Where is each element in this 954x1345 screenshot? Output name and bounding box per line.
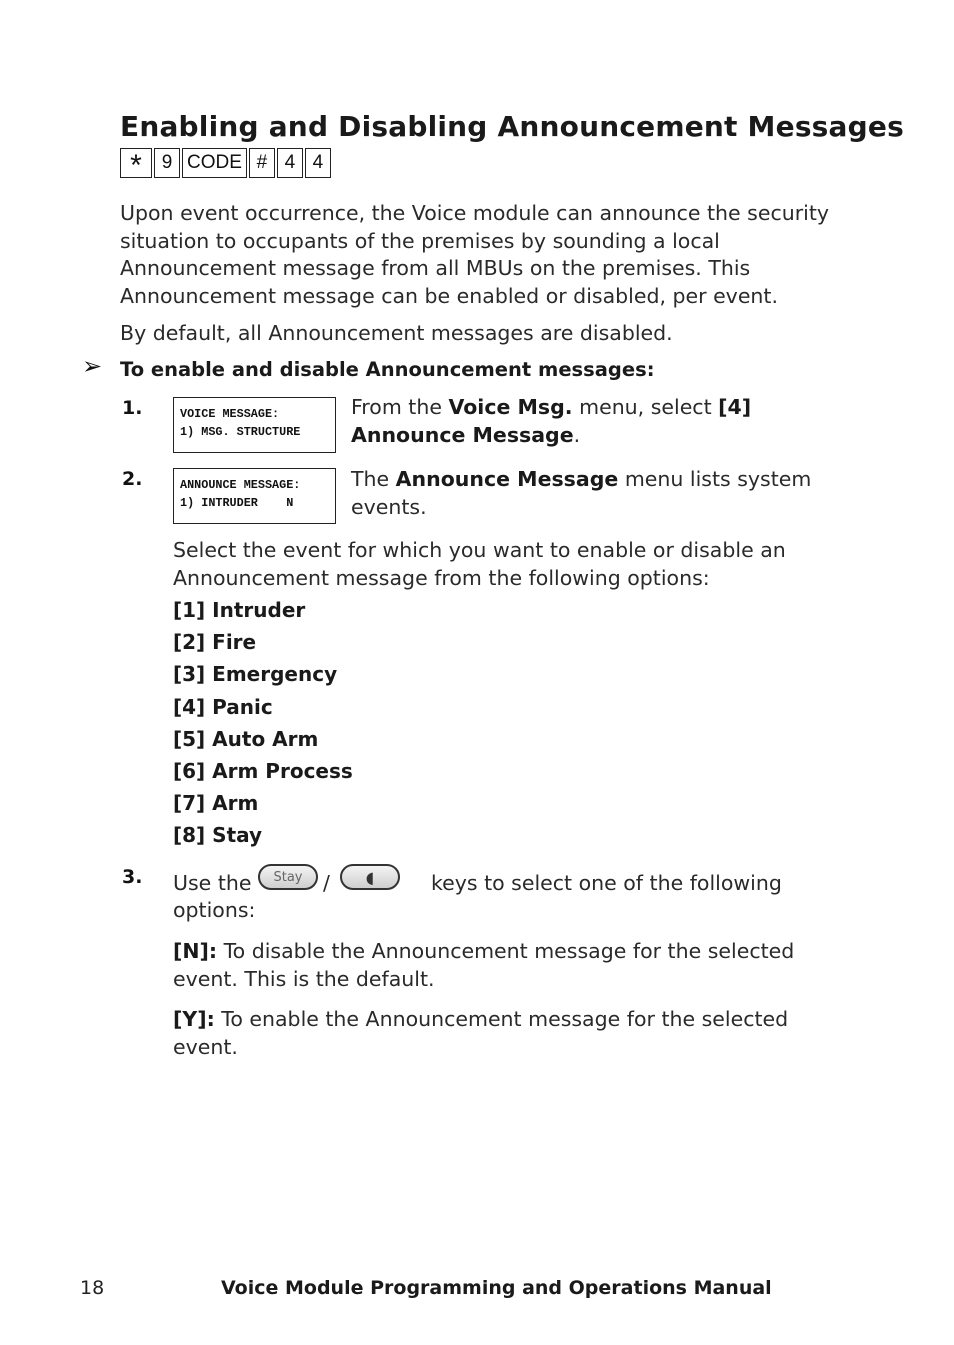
- stay-key-icon: Stay: [258, 864, 318, 890]
- option-intruder: [1] Intruder: [173, 598, 306, 622]
- step-1-number: 1.: [122, 397, 143, 419]
- step-2-select-text: Select the event for which you want to enable or disable an Announcement message from the following options:: [173, 538, 786, 590]
- page-number: 18: [80, 1277, 105, 1299]
- lcd-line-1: VOICE MESSAGE:: [180, 407, 280, 421]
- option-arm-process: [6] Arm Process: [173, 758, 353, 783]
- step-2-text: The Announce Message menu lists system events.: [351, 467, 812, 519]
- option-panic: [4] Panic: [173, 694, 273, 719]
- option-n-description: [N]: To disable the Announcement message for the selected event. This is the default.: [173, 939, 795, 991]
- key-sequence: [120, 148, 331, 182]
- option-stay: [8] Stay: [173, 823, 263, 848]
- lcd-line-2: 1) INTRUDER N: [180, 496, 294, 510]
- key-star: *: [120, 148, 152, 178]
- default-note: By default, all Announcement messages are disabled.: [120, 321, 673, 345]
- footer-title: Voice Module Programming and Operations Manual: [221, 1277, 772, 1299]
- lcd-display-step-1: [173, 397, 336, 453]
- option-auto-arm: [5] Auto Arm: [173, 726, 319, 751]
- key-separator: /: [323, 871, 330, 895]
- key-4b: 4: [305, 148, 331, 178]
- procedure-arrow-icon: ➢: [82, 352, 103, 380]
- intro-paragraph: Upon event occurrence, the Voice module can announce the security situation to occupants of the premises by sounding a local Announcement message from all MBUs on the premises. This Announcement message can be enabled or disabled, per event.: [120, 201, 830, 308]
- key-4a: 4: [277, 148, 303, 178]
- away-key-icon: ◖: [340, 864, 400, 890]
- page-title: Enabling and Disabling Announcement Messages: [120, 110, 904, 143]
- event-options-list: [173, 597, 353, 855]
- option-fire: [2] Fire: [173, 630, 257, 655]
- key-9: 9: [154, 148, 180, 178]
- key-code: CODE: [182, 148, 247, 178]
- lcd-line-2: 1) MSG. STRUCTURE: [180, 425, 301, 439]
- step-3-use-text: Use the: [173, 871, 252, 895]
- option-emergency: [3] Emergency: [173, 662, 338, 687]
- key-hash: #: [249, 148, 275, 178]
- step-3-keys-text: keys to select one of the following: [431, 871, 782, 895]
- option-y-description: [Y]: To enable the Announcement message for the selected event.: [173, 1007, 789, 1059]
- lcd-display-step-2: [173, 468, 336, 524]
- step-1-text: From the Voice Msg. menu, select [4] Announce Message.: [351, 395, 752, 447]
- option-arm: [7] Arm: [173, 791, 259, 816]
- step-3-options-text: options:: [173, 898, 256, 922]
- lcd-line-1: ANNOUNCE MESSAGE:: [180, 478, 301, 492]
- step-3-number: 3.: [122, 866, 143, 888]
- procedure-title: To enable and disable Announcement messages:: [120, 358, 655, 381]
- step-2-number: 2.: [122, 468, 143, 490]
